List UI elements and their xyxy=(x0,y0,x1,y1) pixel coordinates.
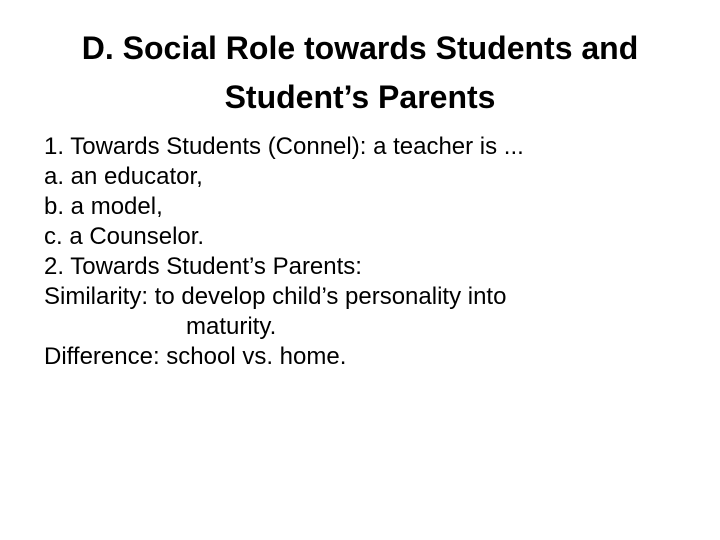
point-towards-parents: 2. Towards Student’s Parents: xyxy=(44,253,362,280)
item-model: b. a model, xyxy=(44,193,163,220)
point-towards-students: 1. Towards Students (Connel): a teacher is ... xyxy=(44,133,524,160)
difference-line: Difference: school vs. home. xyxy=(44,343,347,370)
slide-body xyxy=(44,132,704,372)
similarity-line: Similarity: to develop child’s personality into xyxy=(44,283,507,310)
item-counselor: c. a Counselor. xyxy=(44,223,205,250)
similarity-continuation: maturity. xyxy=(186,313,277,340)
item-educator: a. an educator, xyxy=(44,163,203,190)
title-line-1: D. Social Role towards Students and xyxy=(81,30,639,66)
slide-title xyxy=(0,24,720,122)
title-line-2: Student’s Parents xyxy=(224,79,496,115)
